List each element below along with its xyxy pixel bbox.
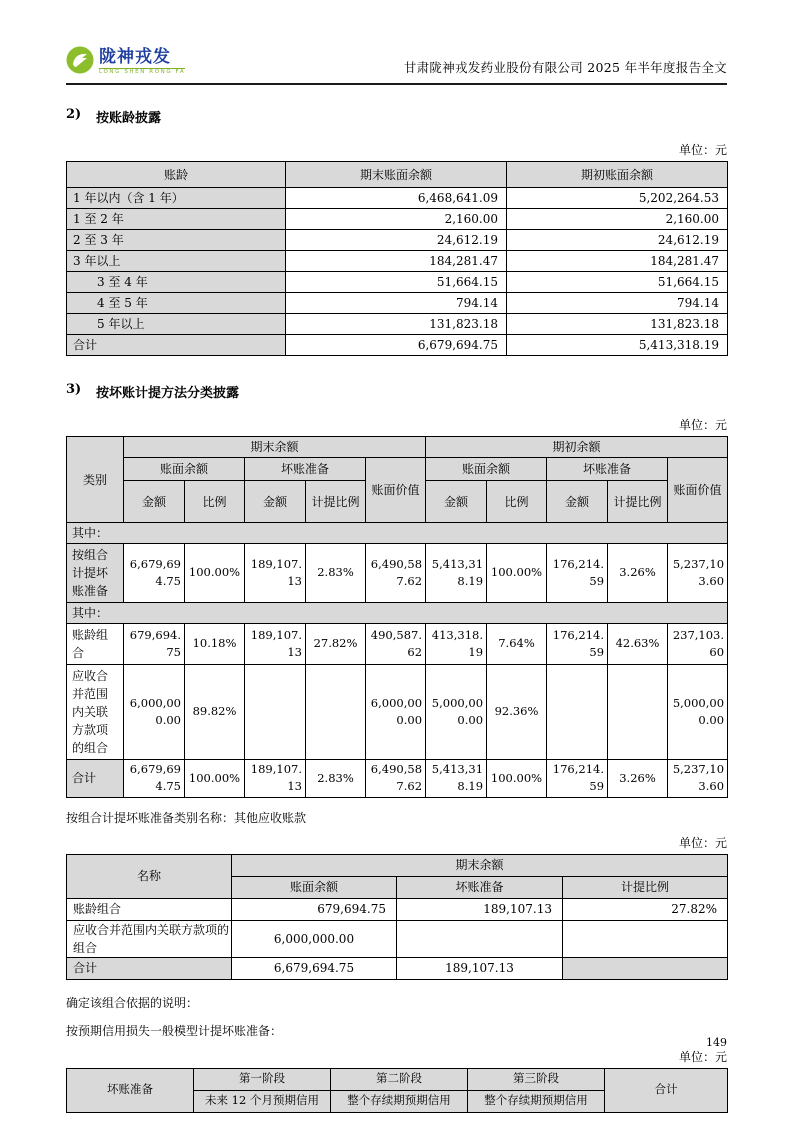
cell-begin-value: 184,281.47 — [507, 251, 728, 272]
section-number: 3) — [66, 382, 82, 397]
cell-begin-value: 51,664.15 — [507, 272, 728, 293]
cell-value: 189,107.13 — [397, 957, 563, 979]
cell-end-value: 2,160.00 — [286, 209, 507, 230]
cell-end-value: 6,468,641.09 — [286, 188, 507, 209]
ecl-stages-table — [66, 1068, 728, 1113]
cell-value: 5,000,000.00 — [426, 665, 487, 760]
cell-value — [563, 920, 728, 957]
cell-value: 5,413,318.19 — [426, 760, 487, 798]
logo-bird-icon — [66, 46, 94, 78]
row-label: 按组合计提坏账准备 — [67, 544, 124, 603]
row-label: 应收合并范围内关联方款项的组合 — [67, 665, 124, 760]
col-header-beginning-balance: 期初账面余额 — [507, 162, 728, 188]
cell-value — [608, 665, 668, 760]
cell-begin-value: 131,823.18 — [507, 314, 728, 335]
cell-value: 2.83% — [306, 544, 366, 603]
col-subgroup-book-balance: 账面余额 — [124, 458, 245, 481]
cell-value: 189,107.13 — [245, 544, 306, 603]
col-subgroup-bad-debt: 坏账准备 — [547, 458, 668, 481]
col-header-provision-ratio: 计提比例 — [306, 481, 366, 523]
cell-value: 100.00% — [185, 760, 245, 798]
cell-value: 189,107.13 — [245, 624, 306, 665]
col-subheader-stage3: 整个存续期预期信用 — [468, 1090, 605, 1112]
header-row-subgroups — [67, 458, 728, 481]
table-row-total — [67, 760, 728, 798]
cell-value: 7.64% — [487, 624, 547, 665]
header-row-group — [67, 854, 728, 876]
col-header-total: 合计 — [605, 1068, 728, 1112]
col-subgroup-bad-debt: 坏账准备 — [245, 458, 366, 481]
note-ecl-model: 按预期信用损失一般模型计提坏账准备： — [66, 1023, 283, 1038]
col-header-provision-ratio: 计提比例 — [608, 481, 668, 523]
table-row — [67, 188, 728, 209]
cell-value: 176,214.59 — [547, 624, 608, 665]
header-row-stages — [67, 1068, 728, 1090]
col-header-stage3: 第三阶段 — [468, 1068, 605, 1090]
subheader-label: 其中： — [67, 523, 728, 544]
section-title-aging — [66, 107, 727, 126]
aging-table — [66, 161, 728, 356]
cell-begin-value: 2,160.00 — [507, 209, 728, 230]
section-title-text: 按账龄披露 — [96, 111, 162, 126]
cell-value — [547, 665, 608, 760]
note-portfolio-category: 按组合计提坏账准备类别名称：其他应收账款 — [66, 810, 307, 825]
subheader-label: 其中： — [67, 603, 728, 624]
cell-value: 6,679,694.75 — [232, 957, 397, 979]
col-header-carrying-value: 账面价值 — [366, 458, 426, 523]
cell-begin-value: 5,202,264.53 — [507, 188, 728, 209]
col-subgroup-book-balance: 账面余额 — [426, 458, 547, 481]
cell-value: 3.26% — [608, 760, 668, 798]
cell-value: 6,490,587.62 — [366, 544, 426, 603]
cell-value: 2.83% — [306, 760, 366, 798]
cell-value — [397, 920, 563, 957]
cell-value: 3.26% — [608, 544, 668, 603]
cell-value — [306, 665, 366, 760]
cell-value: 679,694.75 — [124, 624, 185, 665]
document-title: 甘肃陇神戎发药业股份有限公司 2025 年半年度报告全文 — [403, 60, 727, 75]
col-header-amount: 金额 — [426, 481, 487, 523]
row-label: 1 年以内（含 1 年） — [67, 188, 286, 209]
cell-value — [245, 665, 306, 760]
row-label: 2 至 3 年 — [67, 230, 286, 251]
logo-text — [99, 46, 186, 76]
col-group-ending: 期末余额 — [124, 437, 426, 458]
col-header-book-balance: 账面余额 — [232, 876, 397, 898]
cell-value: 100.00% — [487, 760, 547, 798]
cell-value: 237,103.60 — [668, 624, 728, 665]
cell-value: 6,000,000.00 — [366, 665, 426, 760]
col-group-beginning: 期初余额 — [426, 437, 728, 458]
table-row-total — [67, 957, 728, 979]
cell-end-value: 131,823.18 — [286, 314, 507, 335]
table-row-total — [67, 335, 728, 356]
cell-begin-value: 5,413,318.19 — [507, 335, 728, 356]
row-label: 3 年以上 — [67, 251, 286, 272]
cell-value: 5,000,000.00 — [668, 665, 728, 760]
cell-end-value: 794.14 — [286, 293, 507, 314]
cell-value: 6,000,000.00 — [124, 665, 185, 760]
cell-end-value: 24,612.19 — [286, 230, 507, 251]
table-row-group-provision — [67, 544, 728, 603]
row-label: 合计 — [67, 335, 286, 356]
col-subheader-stage2: 整个存续期预期信用 — [331, 1090, 468, 1112]
table-row-aging-portfolio — [67, 624, 728, 665]
cell-value — [563, 957, 728, 979]
cell-value: 42.63% — [608, 624, 668, 665]
col-header-category: 类别 — [67, 437, 124, 523]
page-number: 149 — [706, 1036, 727, 1049]
cell-value: 27.82% — [563, 898, 728, 920]
col-header-stage1: 第一阶段 — [194, 1068, 331, 1090]
cell-value: 490,587.62 — [366, 624, 426, 665]
section-title-method — [66, 382, 727, 401]
table-row-related-party-portfolio — [67, 920, 728, 957]
cell-value: 100.00% — [487, 544, 547, 603]
company-logo — [66, 46, 185, 78]
col-header-bad-debt: 坏账准备 — [397, 876, 563, 898]
unit-label: 单位：元 — [678, 143, 727, 157]
col-header-provision-ratio: 计提比例 — [563, 876, 728, 898]
cell-end-value: 184,281.47 — [286, 251, 507, 272]
brand-name-en: LONG SHEN RONG FA — [99, 68, 186, 75]
table-row — [67, 230, 728, 251]
cell-begin-value: 794.14 — [507, 293, 728, 314]
subheader-row — [67, 603, 728, 624]
unit-label: 单位：元 — [678, 418, 727, 432]
cell-value: 189,107.13 — [245, 760, 306, 798]
table-row — [67, 293, 728, 314]
cell-value: 5,237,103.60 — [668, 544, 728, 603]
unit-label: 单位：元 — [678, 1049, 727, 1064]
col-header-amount: 金额 — [124, 481, 185, 523]
page-header — [66, 46, 727, 85]
row-label: 3 至 4 年 — [67, 272, 286, 293]
cell-value: 100.00% — [185, 544, 245, 603]
cell-value: 5,413,318.19 — [426, 544, 487, 603]
row-label: 应收合并范围内关联方款项的组合 — [67, 920, 232, 957]
table-header-row — [67, 162, 728, 188]
col-header-ending-balance: 期末账面余额 — [286, 162, 507, 188]
row-label: 账龄组合 — [67, 898, 232, 920]
section-number: 2) — [66, 107, 82, 122]
note-portfolio-basis: 确定该组合依据的说明： — [66, 995, 199, 1010]
cell-value: 679,694.75 — [232, 898, 397, 920]
cell-value: 176,214.59 — [547, 760, 608, 798]
col-header-stage2: 第二阶段 — [331, 1068, 468, 1090]
row-label: 5 年以上 — [67, 314, 286, 335]
cell-value: 6,679,694.75 — [124, 544, 185, 603]
col-header-name: 名称 — [67, 854, 232, 898]
table-row-related-party-portfolio — [67, 665, 728, 760]
row-label: 账龄组合 — [67, 624, 124, 665]
col-subheader-stage1: 未来 12 个月预期信用 — [194, 1090, 331, 1112]
col-header-amount: 金额 — [245, 481, 306, 523]
table-row — [67, 209, 728, 230]
table-row — [67, 314, 728, 335]
cell-value: 89.82% — [185, 665, 245, 760]
cell-begin-value: 24,612.19 — [507, 230, 728, 251]
unit-label: 单位：元 — [678, 835, 727, 850]
cell-value: 10.18% — [185, 624, 245, 665]
table-row-aging-portfolio — [67, 898, 728, 920]
col-group-ending: 期末余额 — [232, 854, 728, 876]
row-label: 合计 — [67, 760, 124, 798]
cell-value: 5,237,103.60 — [668, 760, 728, 798]
cell-value: 413,318.19 — [426, 624, 487, 665]
cell-value: 6,000,000.00 — [232, 920, 397, 957]
col-header-provision: 坏账准备 — [67, 1068, 194, 1112]
cell-end-value: 51,664.15 — [286, 272, 507, 293]
col-header-amount: 金额 — [547, 481, 608, 523]
table-row — [67, 251, 728, 272]
cell-value: 27.82% — [306, 624, 366, 665]
bad-debt-method-table — [66, 436, 728, 798]
row-label: 4 至 5 年 — [67, 293, 286, 314]
brand-name-cn: 陇神戎发 — [99, 46, 171, 67]
cell-value: 6,679,694.75 — [124, 760, 185, 798]
cell-value: 189,107.13 — [397, 898, 563, 920]
section-title-text: 按坏账计提方法分类披露 — [96, 386, 240, 401]
row-label: 合计 — [67, 957, 232, 979]
cell-end-value: 6,679,694.75 — [286, 335, 507, 356]
header-row-groups — [67, 437, 728, 458]
cell-value: 6,490,587.62 — [366, 760, 426, 798]
cell-value: 92.36% — [487, 665, 547, 760]
col-header-ratio: 比例 — [185, 481, 245, 523]
col-header-aging: 账龄 — [67, 162, 286, 188]
row-label: 1 至 2 年 — [67, 209, 286, 230]
col-header-carrying-value: 账面价值 — [668, 458, 728, 523]
portfolio-table — [66, 854, 728, 980]
table-row — [67, 272, 728, 293]
subheader-row — [67, 523, 728, 544]
col-header-ratio: 比例 — [487, 481, 547, 523]
cell-value: 176,214.59 — [547, 544, 608, 603]
